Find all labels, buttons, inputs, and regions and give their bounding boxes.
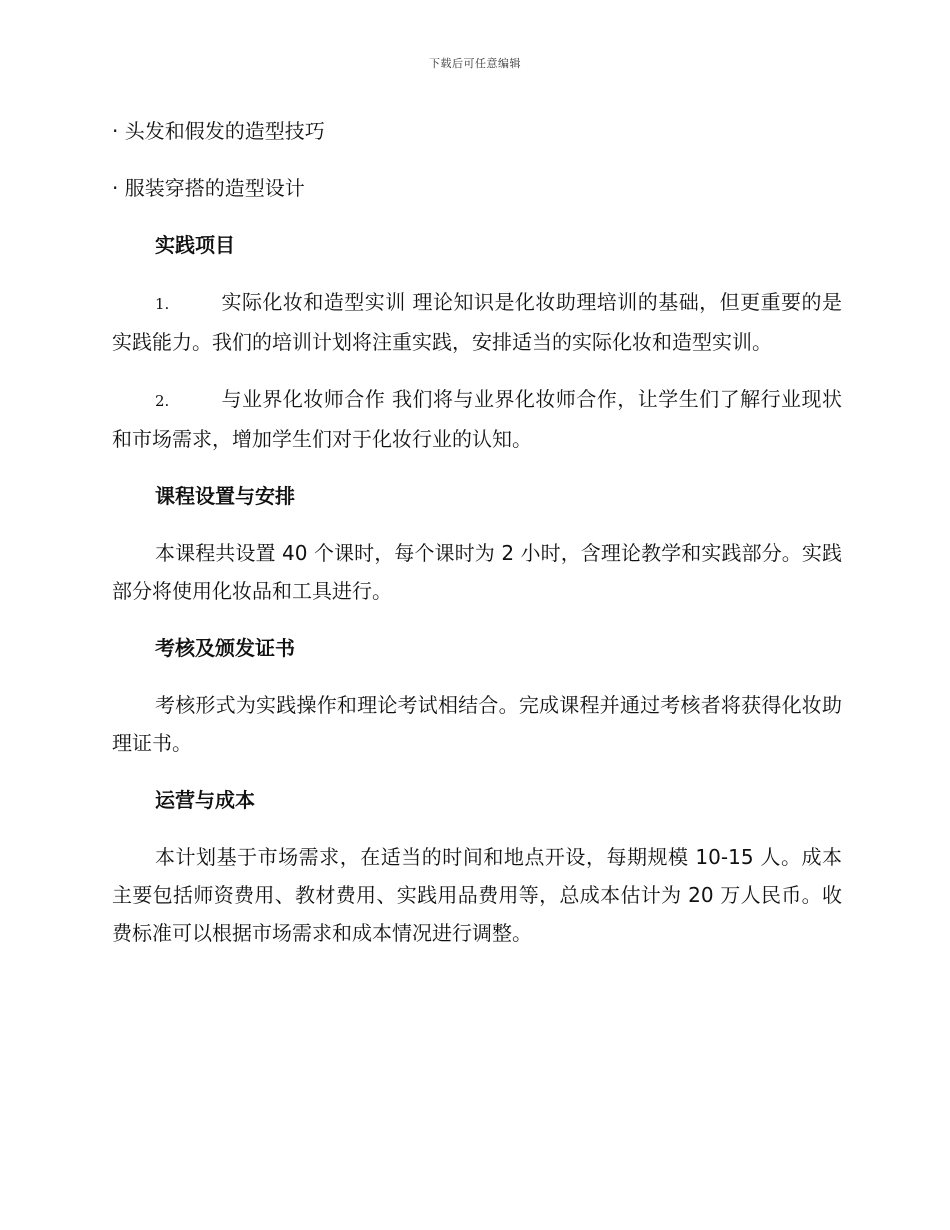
item-text: 实际化妆和造型实训 理论知识是化妆助理培训的基础，但更重要的是实践能力。我们的培训计划将注重实践，安排适当的实际化妆和造型实训。 [112, 290, 842, 354]
item-number: 2. [155, 392, 170, 410]
item-text: 与业界化妆师合作 我们将与业界化妆师合作，让学生们了解行业现状和市场需求，增加学生们对于化妆行业的认知。 [112, 387, 842, 451]
section-heading-practice: 实践项目 [155, 233, 235, 257]
bullet-item: · 服装穿搭的造型设计 [112, 176, 305, 200]
document-body [112, 112, 842, 971]
numbered-item [112, 283, 842, 361]
header-note: 下载后可任意编辑 [429, 57, 521, 70]
courses-paragraph: 本课程共设置 40 个课时，每个课时为 2 小时，含理论教学和实践部分。实践部分将使用化妆品和工具进行。 [112, 541, 842, 603]
item-number: 1. [155, 295, 170, 313]
operations-paragraph: 本计划基于市场需求，在适当的时间和地点开设，每期规模 10-15 人。成本主要包括师资费用、教材费用、实践用品费用等，总成本估计为 20 万人民币。收费标准可以根据市场需求和成本情况进行调整。 [112, 845, 842, 945]
bullet-item: · 头发和假发的造型技巧 [112, 119, 325, 143]
section-heading-courses: 课程设置与安排 [155, 484, 295, 508]
numbered-item [112, 380, 842, 458]
section-heading-assessment: 考核及颁发证书 [155, 636, 295, 660]
assessment-paragraph: 考核形式为实践操作和理论考试相结合。完成课程并通过考核者将获得化妆助理证书。 [112, 693, 842, 755]
section-heading-operations: 运营与成本 [155, 788, 255, 812]
